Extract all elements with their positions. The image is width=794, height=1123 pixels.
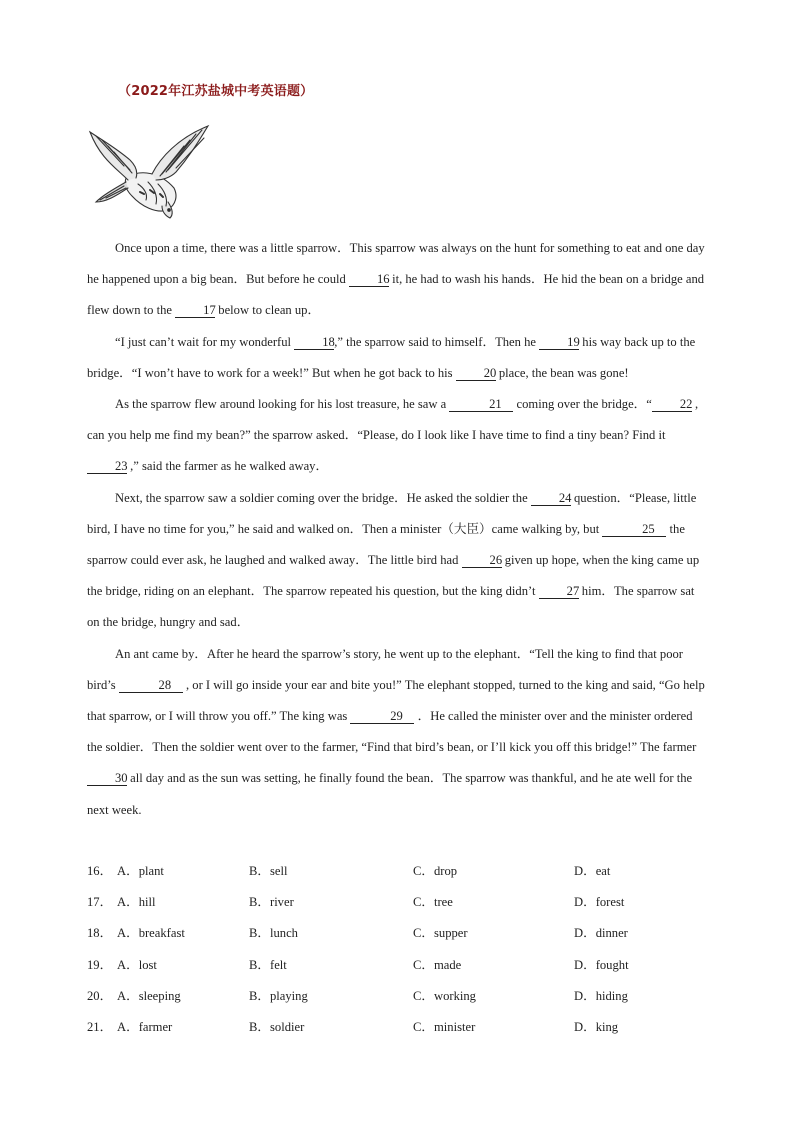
blank-28[interactable]: 28: [119, 679, 183, 693]
option-b[interactable]: B．soldier: [249, 1019, 305, 1034]
option-a[interactable]: A．hill: [117, 895, 156, 910]
option-row-20: [87, 981, 707, 1012]
option-c[interactable]: C．made: [413, 957, 462, 972]
paragraph-3: As the sparrow flew around looking for his lost treasure, he saw a 21 coming over the bridge．“ 22 , can you help me find my bean?” the sparrow asked．“Please, do I look like I have time to find a tiny bean? Find it 23 ,” said the farmer as he walked away．: [87, 397, 699, 474]
question-number: 20．: [87, 988, 113, 1003]
blank-24[interactable]: 24: [531, 492, 571, 506]
option-d[interactable]: D．dinner: [574, 926, 628, 941]
sparrow-illustration: [86, 118, 214, 220]
option-c[interactable]: C．tree: [413, 895, 453, 910]
option-c[interactable]: C．drop: [413, 864, 458, 878]
option-row-16: [87, 856, 707, 887]
question-number: 21．: [87, 1019, 113, 1034]
answer-options: [87, 856, 707, 1043]
exam-source-header: （2022年江苏盐城中考英语题）: [118, 84, 314, 99]
blank-18[interactable]: 18: [294, 336, 334, 350]
blank-30[interactable]: 30: [87, 772, 127, 786]
blank-20[interactable]: 20: [456, 367, 496, 381]
blank-16[interactable]: 16: [349, 273, 389, 287]
option-c[interactable]: C．working: [413, 988, 476, 1003]
blank-22[interactable]: 22: [652, 398, 692, 412]
blank-27[interactable]: 27: [539, 585, 579, 599]
paragraph-5: An ant came by．After he heard the sparrow’s story, he went up to the elephant．“Tell the king to find that poor bird’s 28 , or I will go inside your ear and bite you!” The elephant stopped, turned to the king and said, “Go help that sparrow, or I will throw you off.” The king was 29 ．He called the minister over and the minister ordered the soldier．Then the soldier went over to the farmer, “Find that bird’s bean, or I’ll kick you off this bridge!” The farmer 30 all day and as the sun was setting, he finally found the bean．The sparrow was thankful, and he ate well for the next week.: [87, 646, 705, 817]
question-number: 18．: [87, 926, 113, 941]
blank-23[interactable]: 23: [87, 460, 127, 474]
option-b[interactable]: B．playing: [249, 988, 308, 1003]
option-d[interactable]: D．king: [574, 1019, 619, 1034]
blank-17[interactable]: 17: [175, 304, 215, 318]
question-number: 19．: [87, 957, 113, 972]
option-a[interactable]: A．lost: [117, 957, 157, 972]
paragraph-2: “I just can’t wait for my wonderful 18,” the sparrow said to himself．Then he 19 his way back up to the bridge．“I won’t have to work for a week!” But when he got back to his 20 place, the bean was gone!: [87, 334, 696, 380]
option-row-17: [87, 887, 707, 918]
option-a[interactable]: A．sleeping: [117, 988, 181, 1003]
option-row-18: [87, 918, 707, 949]
paragraph-1: Once upon a time, there was a little sparrow．This sparrow was always on the hunt for something to eat and one day he happened upon a big bean．But before he could 16 it, he had to wash his hands．He hid the bean on a bridge and flew down to the 17 below to clean up．: [87, 241, 705, 318]
option-d[interactable]: D．eat: [574, 864, 611, 878]
option-b[interactable]: B．sell: [249, 864, 288, 878]
blank-26[interactable]: 26: [462, 554, 502, 568]
question-number: 16．: [87, 864, 113, 878]
blank-25[interactable]: 25: [602, 523, 666, 537]
blank-21[interactable]: 21: [449, 398, 513, 412]
blank-29[interactable]: 29: [350, 710, 414, 724]
option-row-19: [87, 950, 707, 981]
option-a[interactable]: A．plant: [117, 864, 164, 878]
option-d[interactable]: D．hiding: [574, 988, 628, 1003]
option-b[interactable]: B．lunch: [249, 926, 298, 941]
option-c[interactable]: C．supper: [413, 926, 468, 941]
option-a[interactable]: A．breakfast: [117, 926, 185, 941]
option-d[interactable]: D．fought: [574, 957, 629, 972]
option-b[interactable]: B．river: [249, 895, 294, 910]
question-number: 17．: [87, 895, 113, 910]
cloze-passage: [87, 233, 707, 826]
option-c[interactable]: C．minister: [413, 1019, 476, 1034]
paragraph-4: Next, the sparrow saw a soldier coming over the bridge．He asked the soldier the 24 question．“Please, little bird, I have no time for you,” he said and walked on．Then a minister（大臣）came walking by, but 25 the sparrow could ever ask, he laughed and walked away．The little bird had 26 given up hope, when the king came up the bridge, riding on an elephant．The sparrow repeated his question, but the king didn’t 27 him．The sparrow sat on the bridge, hungry and sad．: [87, 490, 700, 630]
blank-19[interactable]: 19: [539, 336, 579, 350]
option-a[interactable]: A．farmer: [117, 1019, 173, 1034]
option-row-21: [87, 1012, 707, 1043]
option-b[interactable]: B．felt: [249, 957, 287, 972]
option-d[interactable]: D．forest: [574, 895, 625, 910]
